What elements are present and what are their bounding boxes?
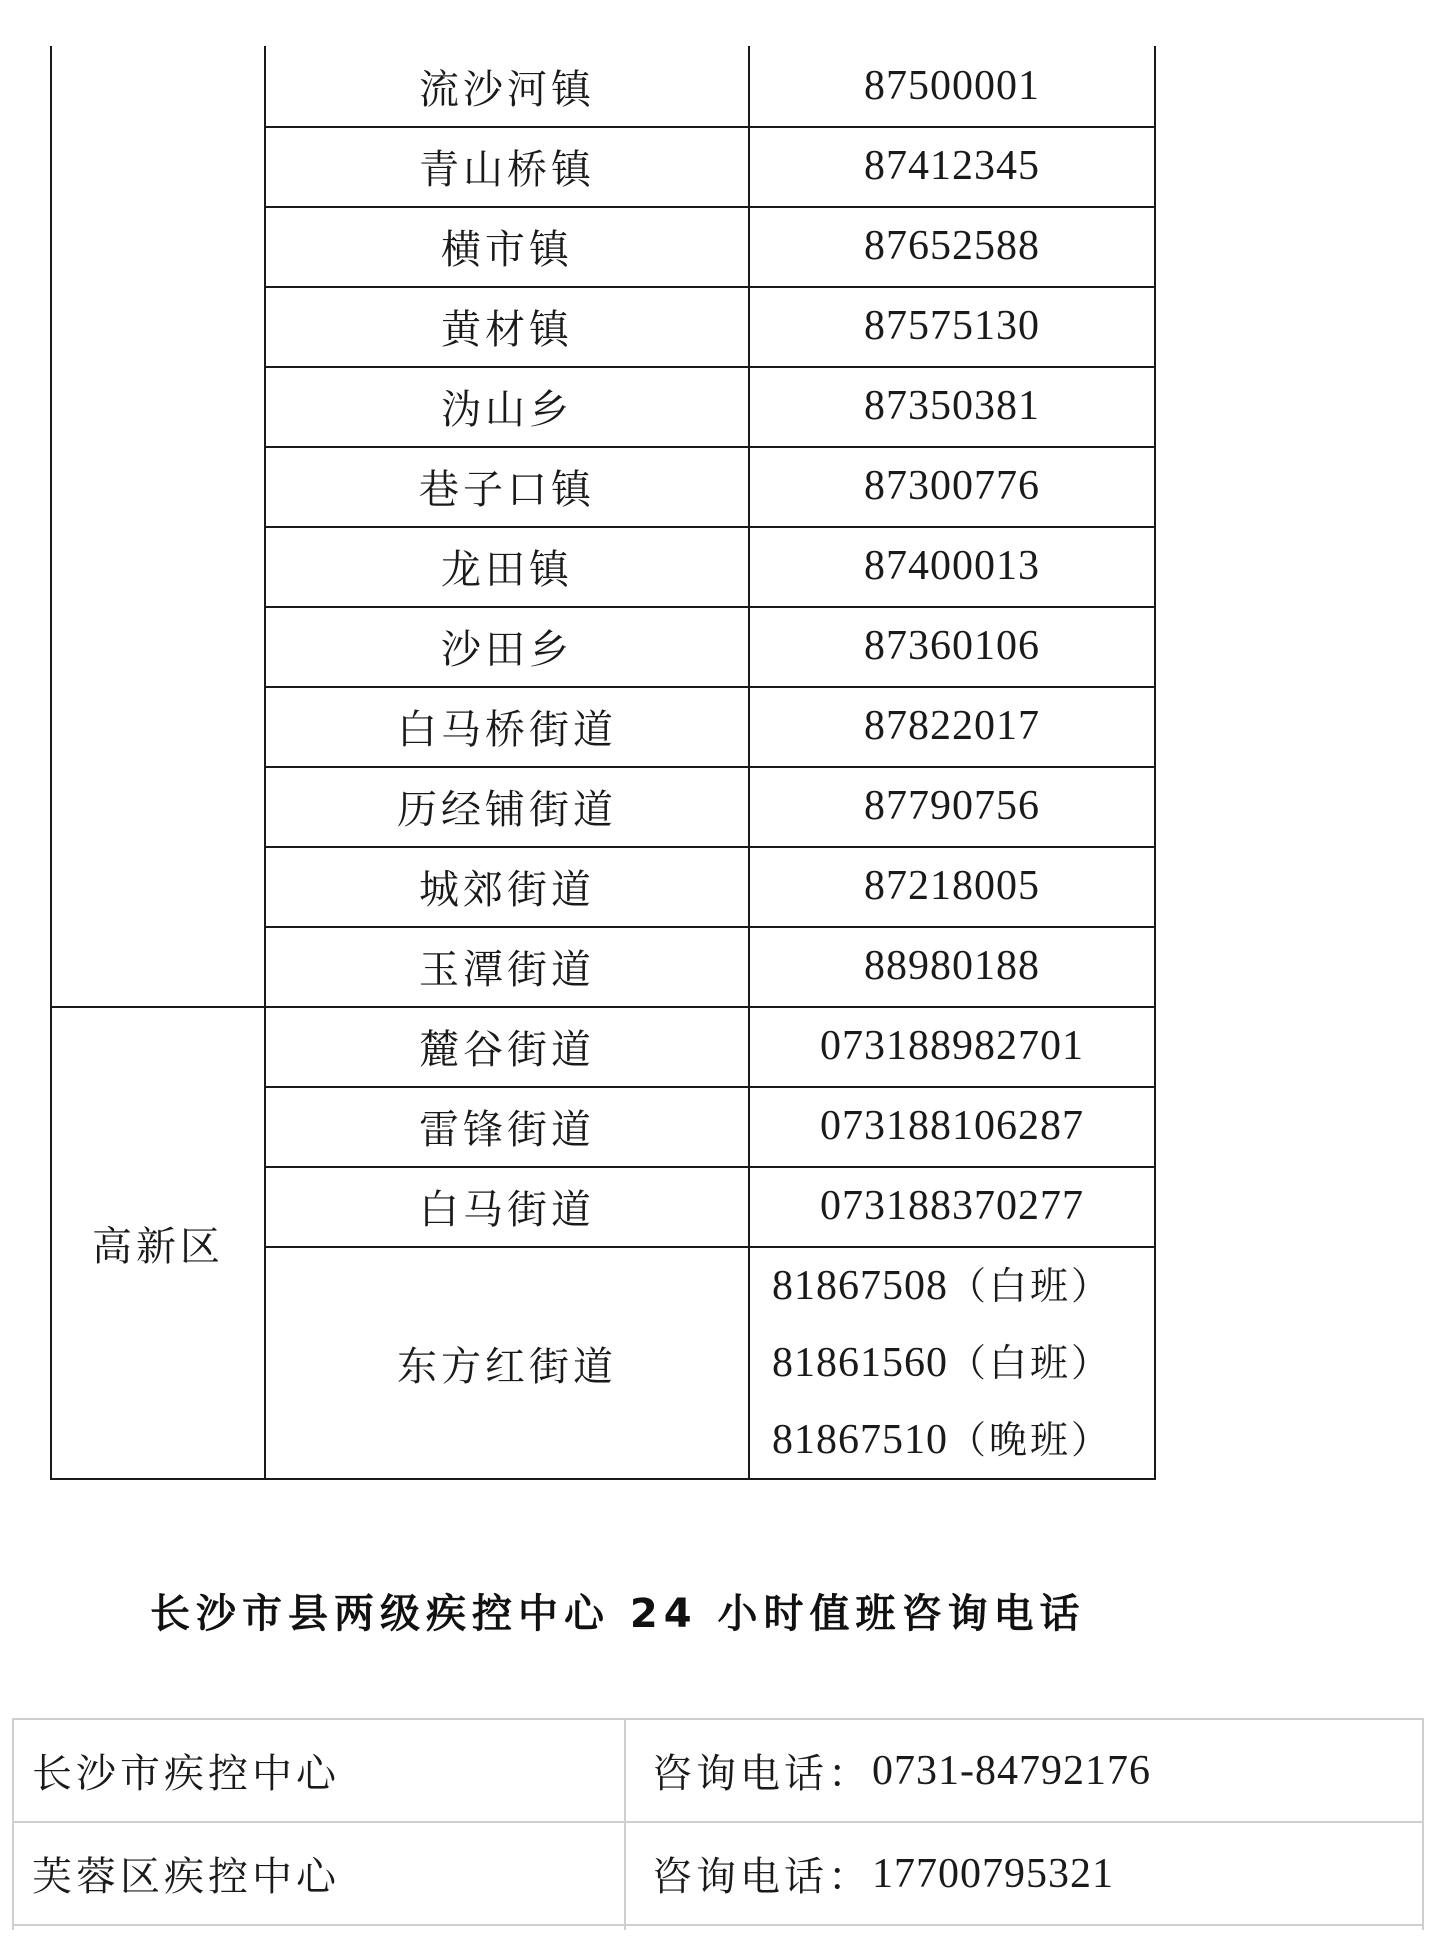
- district-name: 高新区: [92, 1223, 224, 1270]
- town-phone: 87575130: [864, 303, 1040, 349]
- street-name: 雷锋街道: [419, 1106, 595, 1153]
- street-contact-table: [50, 46, 1156, 1480]
- cdc-phone: 17700795321: [872, 1850, 1114, 1897]
- street-name: 白马街道: [419, 1186, 595, 1233]
- cdc-center-name: 长沙市疾控中心: [32, 1751, 340, 1797]
- town-phone: 87350381: [864, 383, 1040, 429]
- town-phone: 87652588: [864, 223, 1040, 269]
- town-phone: 87500001: [864, 63, 1040, 109]
- town-name: 玉潭街道: [419, 946, 595, 993]
- town-name: 沩山乡: [441, 386, 573, 433]
- phone-number: 81861560: [772, 1339, 948, 1386]
- town-phone: 87360106: [864, 623, 1040, 669]
- shift-note: （白班）: [948, 1340, 1113, 1385]
- shift-note: （白班）: [948, 1263, 1113, 1308]
- cdc-contact-table: [12, 1718, 1424, 1930]
- table-row: [12, 1823, 1424, 1926]
- town-name: 白马桥街道: [397, 706, 617, 753]
- street-name: 麓谷街道: [419, 1026, 595, 1073]
- cdc-phone-cell: [652, 1823, 1114, 1924]
- town-name: 流沙河镇: [419, 66, 595, 113]
- town-name: 龙田镇: [441, 546, 573, 593]
- shift-note: （晚班）: [948, 1417, 1113, 1462]
- multi-phone-cell: [750, 1248, 1154, 1478]
- town-name: 历经铺街道: [397, 786, 617, 833]
- cdc-center-name: 芙蓉区疾控中心: [32, 1854, 340, 1900]
- town-name: 黄材镇: [441, 306, 573, 353]
- town-name: 巷子口镇: [419, 466, 595, 513]
- town-phone: 88980188: [864, 943, 1040, 989]
- phone-line: [772, 1248, 1112, 1325]
- town-phone: 87822017: [864, 703, 1040, 749]
- section-title: 长沙市县两级疾控中心 24 小时值班咨询电话: [150, 1591, 1086, 1637]
- town-phone: 87400013: [864, 543, 1040, 589]
- town-name: 城郊街道: [419, 866, 595, 913]
- table-row: [12, 1720, 1424, 1823]
- town-name: 横市镇: [441, 226, 573, 273]
- town-name: 沙田乡: [441, 626, 573, 673]
- cdc-phone-cell: [652, 1720, 1151, 1821]
- phone-line: [772, 1402, 1112, 1479]
- town-phone: 87790756: [864, 783, 1040, 829]
- phone-label: 咨询电话：: [652, 1751, 872, 1797]
- street-phone: 073188106287: [820, 1103, 1084, 1149]
- street-phone: 073188370277: [820, 1183, 1084, 1229]
- phone-number: 81867510: [772, 1416, 948, 1463]
- town-phone: 87300776: [864, 463, 1040, 509]
- town-phone: 87218005: [864, 863, 1040, 909]
- street-name: 东方红街道: [397, 1343, 617, 1390]
- phone-line: [772, 1325, 1112, 1402]
- phone-number: 81867508: [772, 1262, 948, 1309]
- street-phone: 073188982701: [820, 1023, 1084, 1069]
- phone-label: 咨询电话：: [652, 1854, 872, 1900]
- cdc-phone: 0731-84792176: [872, 1747, 1151, 1794]
- town-phone: 87412345: [864, 143, 1040, 189]
- table-border-right: [1154, 46, 1156, 1480]
- town-name: 青山桥镇: [419, 146, 595, 193]
